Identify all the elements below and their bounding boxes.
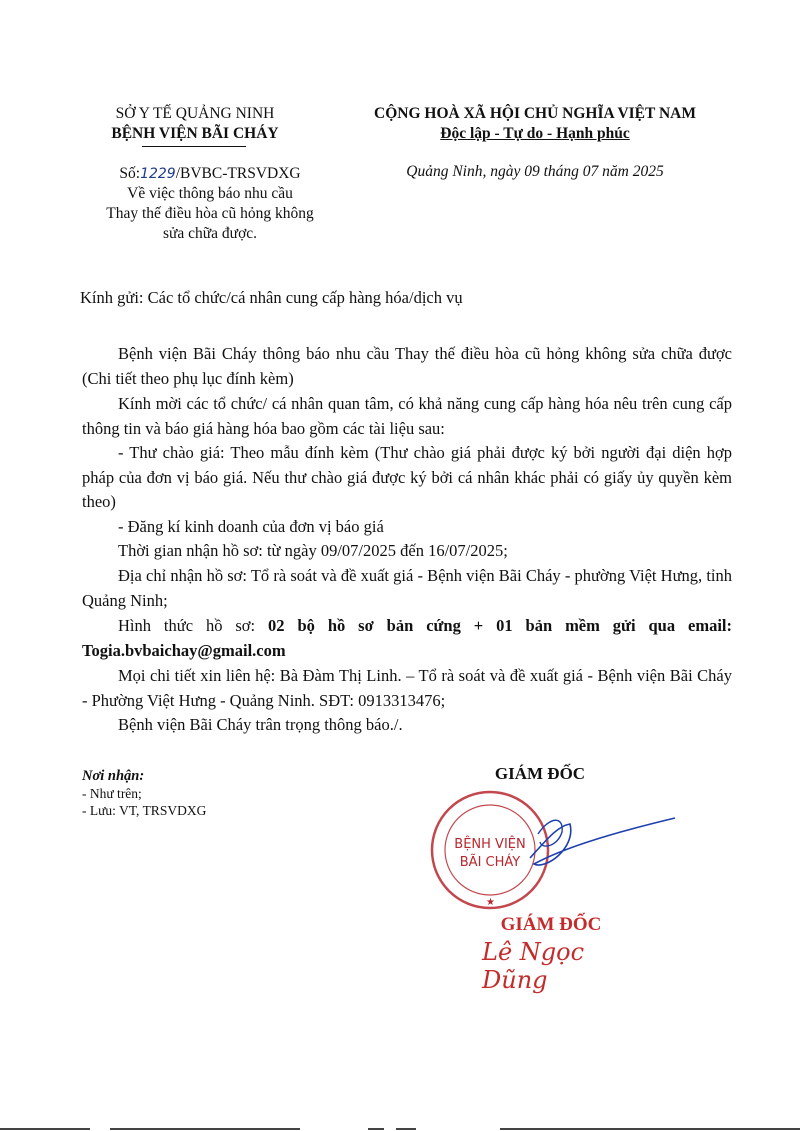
recipients-title: Nơi nhận: [82, 768, 145, 784]
footer-line-5 [500, 1128, 800, 1130]
submission-format-detail: 02 bộ hồ sơ bản cứng + 01 bản mềm gửi qua email: [268, 616, 732, 635]
seal-line-2: BÃI CHÁY [459, 855, 521, 870]
footer-line-2 [110, 1128, 300, 1130]
signer-name: Lê Ngọc Dũng [482, 938, 585, 994]
body-paragraph-4: - Đăng kí kinh doanh của đơn vị báo giá [118, 517, 384, 536]
footer-line-1 [0, 1128, 90, 1130]
footer-line-4 [396, 1128, 416, 1130]
org-underline [142, 146, 246, 147]
official-seal [430, 788, 680, 918]
signature-title: GIÁM ĐỐC [494, 764, 586, 783]
seal-star-icon: ★ [486, 897, 495, 908]
org-parent: SỞ Y TẾ QUẢNG NINH [115, 105, 275, 122]
recipient-item-1: - Như trên; [82, 786, 142, 801]
doc-reference [80, 164, 340, 244]
org-name: BỆNH VIỆN BÃI CHÁY [111, 125, 279, 142]
seal-line-1: BỆNH VIỆN [454, 837, 526, 852]
place-date: Quảng Ninh, ngày 09 tháng 07 năm 2025 [406, 163, 664, 180]
contact-email[interactable]: Togia.bvbaichay@gmail.com [82, 640, 286, 660]
stamp-title: GIÁM ĐỐC [500, 914, 602, 935]
body-paragraph-8: Mọi chi tiết xin liên hệ: Bà Đàm Thị Linh. – Tổ rà soát và đề xuất giá - Bệnh viện Bãi Cháy - Phường Việt Hưng - Quảng Ninh. SĐT: 0913313476; [82, 666, 732, 710]
body-paragraph-1: Bệnh viện Bãi Cháy thông báo nhu cầu Thay thế điều hòa cũ hỏng không sửa chữa được (Chi tiết theo phụ lục đính kèm) [82, 344, 732, 388]
country-title: CỘNG HOÀ XÃ HỘI CHỦ NGHĨA VIỆT NAM [374, 105, 696, 122]
body-paragraph-7 [82, 614, 732, 663]
signature-stroke [530, 818, 675, 865]
doc-number [80, 164, 340, 184]
body-paragraph-6: Địa chỉ nhận hồ sơ: Tổ rà soát và đề xuất giá - Bệnh viện Bãi Cháy - phường Việt Hưng, tỉnh Quảng Ninh; [82, 566, 732, 610]
body-paragraph-9: Bệnh viện Bãi Cháy trân trọng thông báo./. [118, 715, 403, 734]
org-block [90, 104, 300, 144]
body-paragraph-2: Kính mời các tổ chức/ cá nhân quan tâm, có khả năng cung cấp hàng hóa nêu trên cung cấp thông tin và báo giá hàng hóa bao gồm các tài liệu sau: [82, 394, 732, 438]
salutation: Kính gửi: Các tổ chức/cá nhân cung cấp hàng hóa/dịch vụ [80, 288, 463, 307]
subject-line-2: Thay thế điều hòa cũ hỏng không [106, 205, 314, 222]
doc-number-label: Số: [119, 165, 141, 182]
body-paragraph-3: - Thư chào giá: Theo mẫu đính kèm (Thư chào giá phải được ký bởi người đại diện hợp pháp của đơn vị báo giá. Nếu thư chào giá được ký bởi cá nhân khác phải có giấy ủy quyền kèm theo) [82, 443, 732, 511]
recipient-item-2: - Lưu: VT, TRSVDXG [82, 803, 207, 818]
recipients-block [82, 768, 342, 819]
submission-format-label: Hình thức hồ sơ: [118, 616, 269, 635]
body-paragraph-5: Thời gian nhận hồ sơ: từ ngày 09/07/2025 đến 16/07/2025; [118, 541, 508, 560]
doc-number-suffix: /BVBC-TRSVDXG [175, 165, 301, 182]
footer-line-3 [368, 1128, 384, 1130]
doc-number-handwritten: 1229 [140, 166, 176, 182]
subject-line-3: sửa chữa được. [162, 225, 258, 242]
subject-line-1: Về việc thông báo nhu cầu [127, 185, 293, 202]
motto: Độc lập - Tự do - Hạnh phúc [440, 125, 630, 142]
